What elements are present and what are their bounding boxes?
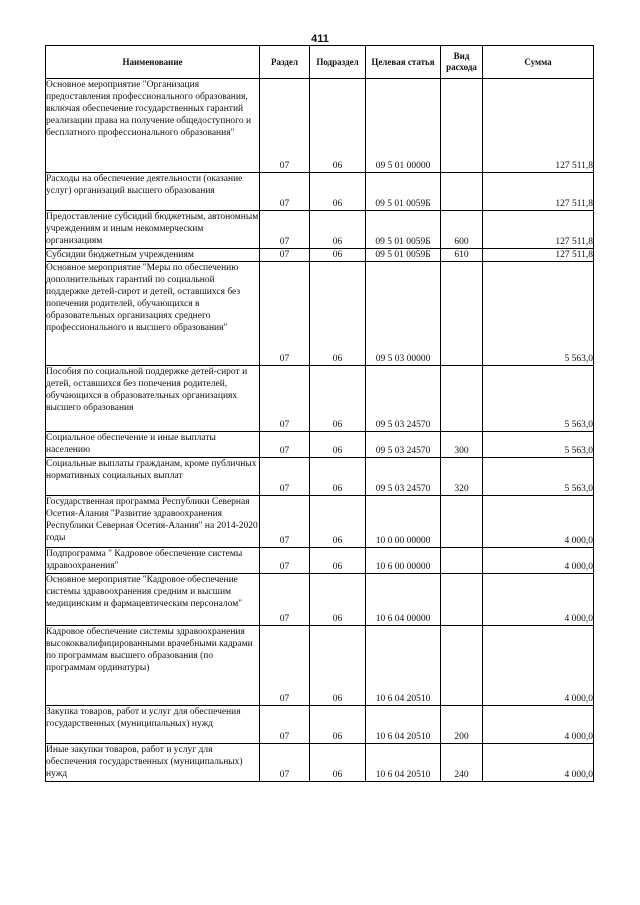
- cell-vid: [441, 496, 483, 548]
- cell-razdel: 07: [260, 366, 310, 432]
- cell-name: Расходы на обеспечение деятельности (оказание услуг) организаций высшего образования: [46, 173, 260, 211]
- cell-vid: 320: [441, 458, 483, 496]
- cell-statya: 09 5 01 0059Б: [366, 249, 441, 262]
- cell-summa: 4 000,0: [483, 574, 594, 626]
- table-row: [46, 249, 594, 262]
- table-row: [46, 706, 594, 744]
- cell-summa: 5 563,0: [483, 432, 594, 458]
- cell-name: Кадровое обеспечение системы здравоохранения высококвалифицированными врачебными кадрами по программам высшего образования (по программам ординатуры): [46, 626, 260, 706]
- cell-statya: 10 6 04 20510: [366, 706, 441, 744]
- cell-podrazdel: 06: [310, 706, 366, 744]
- cell-razdel: 07: [260, 496, 310, 548]
- header-row: [46, 46, 594, 79]
- cell-podrazdel: 06: [310, 548, 366, 574]
- cell-razdel: 07: [260, 432, 310, 458]
- cell-name: Государственная программа Республики Северная Осетия-Алания "Развитие здравоохранения Республики Северная Осетия-Алания" на 2014-2020 годы: [46, 496, 260, 548]
- table-row: [46, 548, 594, 574]
- cell-vid: [441, 79, 483, 173]
- cell-statya: 10 6 00 00000: [366, 548, 441, 574]
- cell-vid: [441, 548, 483, 574]
- cell-statya: 09 5 01 0059Б: [366, 211, 441, 249]
- table-row: [46, 262, 594, 366]
- cell-razdel: 07: [260, 706, 310, 744]
- table-row: [46, 744, 594, 782]
- cell-name: Социальное обеспечение и иные выплаты населению: [46, 432, 260, 458]
- cell-razdel: 07: [260, 548, 310, 574]
- cell-summa: 4 000,0: [483, 744, 594, 782]
- table-row: [46, 458, 594, 496]
- cell-summa: 4 000,0: [483, 626, 594, 706]
- cell-statya: 10 0 00 00000: [366, 496, 441, 548]
- cell-podrazdel: 06: [310, 574, 366, 626]
- cell-podrazdel: 06: [310, 744, 366, 782]
- cell-statya: 10 6 04 20510: [366, 744, 441, 782]
- cell-statya: 09 5 01 00000: [366, 79, 441, 173]
- header-vid: Вид расхода: [441, 46, 483, 79]
- cell-razdel: 07: [260, 626, 310, 706]
- cell-name: Основное мероприятие "Кадровое обеспечение системы здравоохранения средним и высшим медицинским и фармацевтическим персоналом": [46, 574, 260, 626]
- cell-summa: 5 563,0: [483, 458, 594, 496]
- header-razdel: Раздел: [260, 46, 310, 79]
- cell-podrazdel: 06: [310, 262, 366, 366]
- table-row: [46, 626, 594, 706]
- cell-summa: 5 563,0: [483, 262, 594, 366]
- cell-razdel: 07: [260, 744, 310, 782]
- cell-vid: 200: [441, 706, 483, 744]
- cell-name: Иные закупки товаров, работ и услуг для обеспечения государственных (муниципальных) нужд: [46, 744, 260, 782]
- cell-statya: 10 6 04 20510: [366, 626, 441, 706]
- cell-podrazdel: 06: [310, 626, 366, 706]
- cell-summa: 5 563,0: [483, 366, 594, 432]
- cell-statya: 09 5 03 00000: [366, 262, 441, 366]
- cell-name: Субсидии бюджетным учреждениям: [46, 249, 260, 262]
- cell-podrazdel: 06: [310, 432, 366, 458]
- cell-vid: 300: [441, 432, 483, 458]
- cell-summa: 127 511,8: [483, 211, 594, 249]
- cell-razdel: 07: [260, 211, 310, 249]
- cell-podrazdel: 06: [310, 496, 366, 548]
- cell-name: Основное мероприятие "Меры по обеспечению дополнительных гарантий по социальной поддержке детей-сирот и детей, оставшихся без попечения родителей, обучающихся в образовательных организациях среднего профессионального и высшего образования": [46, 262, 260, 366]
- cell-razdel: 07: [260, 173, 310, 211]
- cell-name: Пособия по социальной поддержке детей-сирот и детей, оставшихся без попечения родителей, обучающихся в образовательных организациях высшего образования: [46, 366, 260, 432]
- cell-statya: 09 5 03 24570: [366, 366, 441, 432]
- cell-summa: 4 000,0: [483, 548, 594, 574]
- cell-summa: 4 000,0: [483, 496, 594, 548]
- cell-vid: 240: [441, 744, 483, 782]
- header-podrazdel: Подраздел: [310, 46, 366, 79]
- cell-summa: 4 000,0: [483, 706, 594, 744]
- cell-podrazdel: 06: [310, 249, 366, 262]
- cell-podrazdel: 06: [310, 173, 366, 211]
- cell-vid: [441, 366, 483, 432]
- cell-vid: [441, 574, 483, 626]
- cell-podrazdel: 06: [310, 79, 366, 173]
- cell-statya: 09 5 03 24570: [366, 458, 441, 496]
- table-row: [46, 574, 594, 626]
- cell-vid: [441, 173, 483, 211]
- cell-name: Подпрограмма " Кадровое обеспечение системы здравоохранения": [46, 548, 260, 574]
- table-row: [46, 496, 594, 548]
- budget-table: [45, 45, 594, 782]
- cell-razdel: 07: [260, 262, 310, 366]
- cell-razdel: 07: [260, 249, 310, 262]
- cell-statya: 10 6 04 00000: [366, 574, 441, 626]
- table-row: [46, 211, 594, 249]
- cell-name: Предоставление субсидий бюджетным, автономным учреждениям и иным некоммерческим организациям: [46, 211, 260, 249]
- table-row: [46, 173, 594, 211]
- cell-summa: 127 511,8: [483, 249, 594, 262]
- cell-vid: 610: [441, 249, 483, 262]
- cell-podrazdel: 06: [310, 458, 366, 496]
- cell-name: Закупка товаров, работ и услуг для обеспечения государственных (муниципальных) нужд: [46, 706, 260, 744]
- cell-statya: 09 5 01 0059Б: [366, 173, 441, 211]
- cell-razdel: 07: [260, 458, 310, 496]
- table-row: [46, 366, 594, 432]
- table-row: [46, 79, 594, 173]
- cell-statya: 09 5 03 24570: [366, 432, 441, 458]
- cell-razdel: 07: [260, 79, 310, 173]
- cell-name: Социальные выплаты гражданам, кроме публичных нормативных социальных выплат: [46, 458, 260, 496]
- cell-podrazdel: 06: [310, 366, 366, 432]
- page-number: 411: [311, 33, 329, 45]
- cell-name: Основное мероприятие "Организация предоставления профессионального образования, включая обеспечение государственных гарантий реализации права на получение общедоступного и бесплатного профессионального образования": [46, 79, 260, 173]
- table-row: [46, 432, 594, 458]
- cell-summa: 127 511,8: [483, 173, 594, 211]
- header-statya: Целевая статья: [366, 46, 441, 79]
- header-summa: Сумма: [483, 46, 594, 79]
- cell-vid: [441, 262, 483, 366]
- cell-summa: 127 511,8: [483, 79, 594, 173]
- cell-razdel: 07: [260, 574, 310, 626]
- cell-podrazdel: 06: [310, 211, 366, 249]
- cell-vid: [441, 626, 483, 706]
- header-name: Наименование: [46, 46, 260, 79]
- cell-vid: 600: [441, 211, 483, 249]
